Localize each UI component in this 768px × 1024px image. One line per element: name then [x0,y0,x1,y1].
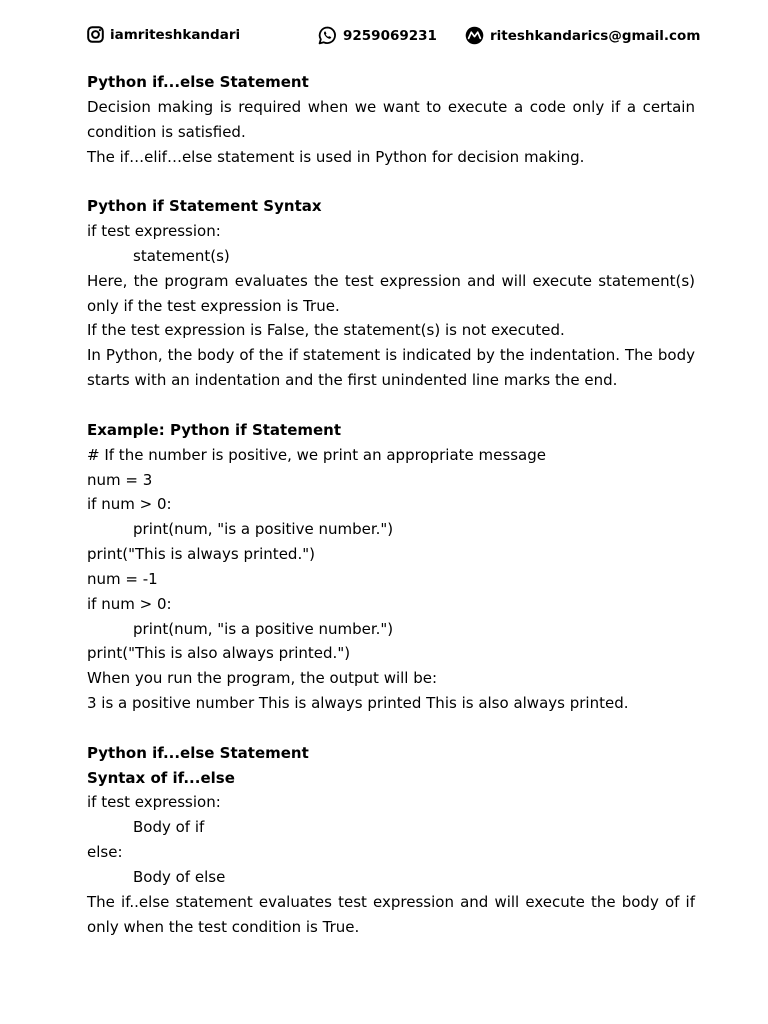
code-line: Body of else [133,868,226,886]
code-line: print("This is always printed.") [87,545,315,564]
paragraph: The if…elif…else statement is used in Python for decision making. [87,147,585,166]
email-contact [465,26,700,45]
section-title: Python if...else Statement [87,743,309,762]
code-line: if test expression: [87,222,221,241]
section-subtitle: Syntax of if...else [87,768,235,787]
code-line: print("This is also always printed.") [87,644,351,663]
whatsapp-contact [318,26,437,45]
document-body [87,70,695,940]
whatsapp-icon [318,26,337,45]
code-line: # If the number is positive, we print an appropriate message [87,445,546,464]
instagram-contact [87,26,240,43]
paragraph: Here, the program evaluates the test expression and will execute statement(s) only if the test expression is True. [87,271,695,315]
section-title: Example: Python if Statement [87,420,342,439]
code-line: statement(s) [133,246,230,265]
code-line: if num > 0: [87,594,172,613]
code-line: Body of if [133,818,205,837]
code-line: num = -1 [87,569,158,588]
section-title: Python if...else Statement [87,73,309,91]
code-line: if test expression: [87,793,221,812]
instagram-icon [87,26,104,43]
email-address: riteshkandarics@gmail.com [490,27,701,44]
code-line: else: [87,843,123,862]
paragraph: The if..else statement evaluates test expression and will execute the body of if only when the test condition is True. [87,892,695,936]
email-icon [465,26,484,45]
phone-number: 9259069231 [343,27,437,44]
code-line: num = 3 [87,470,153,489]
code-line: if num > 0: [87,495,172,514]
program-output: 3 is a positive number This is always printed This is also always printed. [87,694,629,713]
code-line: print(num, "is a positive number.") [133,520,394,539]
page-header [0,0,768,60]
instagram-handle: iamriteshkandari [110,26,241,43]
paragraph: If the test expression is False, the statement(s) is not executed. [87,321,565,340]
code-line: print(num, "is a positive number.") [133,619,394,638]
paragraph: Decision making is required when we want to execute a code only if a certain condition is satisfied. [87,97,695,141]
paragraph: When you run the program, the output will be: [87,669,438,688]
section-title: Python if Statement Syntax [87,197,322,216]
paragraph: In Python, the body of the if statement is indicated by the indentation. The body starts with an indentation and the first unindented line marks the end. [87,346,695,390]
